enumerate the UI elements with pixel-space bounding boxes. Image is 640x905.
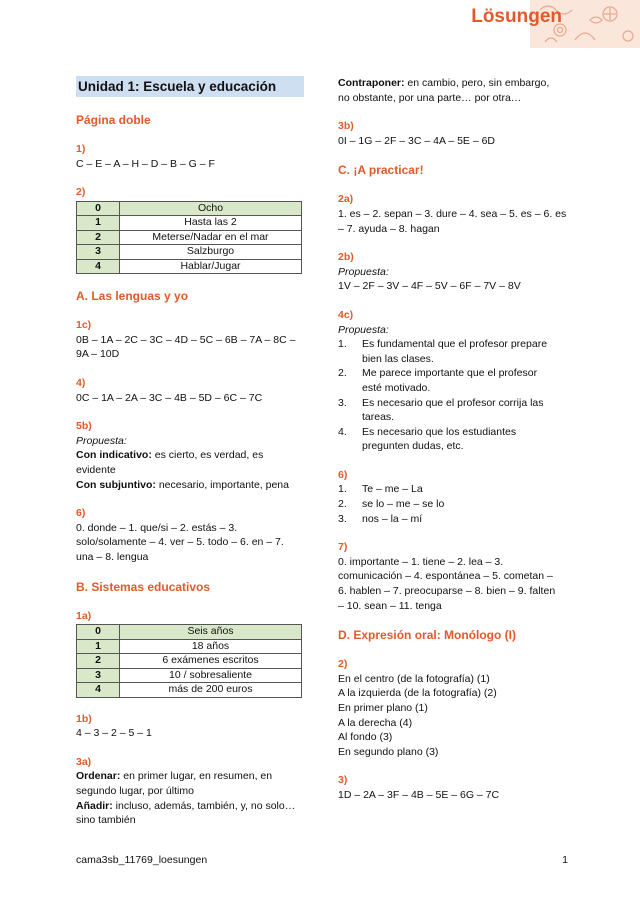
table-row: [77, 201, 302, 216]
table-cell-number: 0: [77, 625, 120, 640]
page-number: 1: [562, 854, 568, 866]
answer-text: En el centro (de la fotografía) (1): [338, 672, 490, 685]
exercise-label: 2b): [338, 251, 354, 264]
table-cell-number: 1: [77, 216, 120, 231]
table-cell-answer: Seis años: [120, 625, 302, 640]
list-text: Me parece importante que el profesor: [362, 367, 538, 380]
table-cell-answer: más de 200 euros: [120, 683, 302, 698]
answer-text: comunicación – 4. espontánea – 5. cometan –: [338, 570, 553, 583]
answer-text: – 7. ayuda – 8. hagan: [338, 222, 440, 235]
answer-text: 1V – 2F – 3V – 4F – 5V – 6F – 7V – 8V: [338, 280, 521, 293]
list-text: Te – me – La: [362, 483, 423, 496]
table-row: [77, 683, 302, 698]
list-item: [338, 482, 568, 497]
exercise-label: 5b): [76, 420, 92, 433]
section-heading-pagina-doble: Página doble: [76, 113, 151, 127]
exercise-label: 1b): [76, 712, 92, 725]
answer-text: Al fondo (3): [338, 731, 393, 744]
table-row: [77, 245, 302, 260]
section-heading-a: A. Las lenguas y yo: [76, 289, 189, 304]
term-text: en primer lugar, en resumen, en: [120, 770, 273, 783]
exercise-label: 3a): [76, 755, 92, 768]
answer-text: C – E – A – H – D – B – G – F: [76, 157, 215, 170]
list-text: nos – la – mí: [362, 512, 423, 525]
table-cell-answer: Hablar/Jugar: [120, 259, 302, 274]
list-item: [338, 337, 568, 366]
table-cell-number: 3: [77, 245, 120, 260]
term-label: Añadir:: [76, 799, 113, 812]
table-cell-answer: Hasta las 2: [120, 216, 302, 231]
list-text: bien las clases.: [362, 352, 434, 365]
propuesta-label: Propuesta:: [338, 265, 389, 278]
left-column: [76, 76, 304, 828]
answer-text: 0I – 1G – 2F – 3C – 4A – 5E – 6D: [338, 134, 496, 147]
list-item: [338, 366, 568, 395]
answer-text: no obstante, por una parte… por otra…: [338, 91, 522, 104]
answer-text: 0. importante – 1. tiene – 2. lea – 3.: [338, 555, 504, 568]
section-heading-d: D. Expresión oral: Monólogo (I): [338, 628, 516, 643]
table-row: [77, 625, 302, 640]
list-number: 3.: [338, 396, 347, 409]
table-row: [77, 639, 302, 654]
propuesta-label: Propuesta:: [338, 323, 389, 336]
answer-text: una – 8. lengua: [76, 551, 149, 563]
answer-text: [338, 76, 568, 91]
exercise-label: 2): [338, 658, 348, 671]
answer-text: En primer plano (1): [338, 702, 428, 714]
term-label: Ordenar:: [76, 770, 121, 783]
list-text: Es necesario que el profesor corrija las: [362, 396, 544, 409]
footer-filename: cama3sb_11769_loesungen: [76, 854, 208, 866]
answer-text: solo/solamente – 4. ver – 5. todo – 6. en – 7.: [76, 536, 284, 549]
term-text: incluso, además, también, y, no solo…: [112, 799, 296, 812]
exercise-label: 3): [338, 774, 348, 787]
answer-text: evidente: [76, 464, 116, 477]
list-number: 2.: [338, 367, 347, 380]
answer-text: sino también: [76, 814, 136, 827]
table-cell-answer: Ocho: [120, 201, 302, 216]
table-cell-number: 3: [77, 668, 120, 683]
right-column: [338, 76, 568, 803]
list-number: 4.: [338, 425, 347, 438]
answer-text: 0. donde – 1. que/si – 2. estás – 3.: [76, 521, 238, 534]
term-text: necesario, importante, pena: [155, 478, 289, 491]
term-label: Contraponer:: [338, 77, 405, 89]
table-row: [77, 654, 302, 669]
answer-text: 6. hablen – 7. preocuparse – 8. bien – 9. falten: [338, 585, 556, 598]
table-cell-answer: 6 exámenes escritos: [120, 654, 302, 669]
table-row: [77, 259, 302, 274]
exercise-label: 1): [76, 143, 86, 155]
list-item: [338, 425, 568, 454]
table-cell-number: 4: [77, 683, 120, 698]
answer-text: 9A – 10D: [76, 348, 120, 361]
term-text: en cambio, pero, sin embargo,: [404, 77, 550, 89]
list-text: tareas.: [362, 411, 395, 424]
table-cell-answer: Meterse/Nadar en el mar: [120, 230, 302, 245]
answer-text: 1D – 2A – 3F – 4B – 5E – 6G – 7C: [338, 788, 500, 801]
list-number: 3.: [338, 512, 347, 525]
exercise-label: 2): [76, 186, 86, 199]
answer-text: segundo lugar, por último: [76, 785, 194, 798]
table-row: [77, 216, 302, 231]
answer-text: 0B – 1A – 2C – 3C – 4D – 5C – 6B – 7A – 8C –: [76, 333, 296, 346]
table-row: [77, 230, 302, 245]
exercise-label: 3b): [338, 120, 354, 133]
term-label: Con subjuntivo:: [76, 478, 156, 491]
answer-text: [76, 478, 304, 493]
exercise-label: 1a): [76, 609, 92, 622]
answer-table-sistemas: [76, 624, 302, 698]
list-text: pregunten dudas, etc.: [362, 440, 464, 453]
answer-text: – 10. sean – 11. tenga: [338, 599, 442, 612]
unit-title: Unidad 1: Escuela y educación: [76, 76, 304, 97]
exercise-label: 2a): [338, 193, 354, 206]
exercise-label: 1c): [76, 319, 92, 332]
table-row: [77, 668, 302, 683]
answer-text: [76, 799, 304, 814]
answer-text: [76, 769, 304, 784]
table-cell-answer: 18 años: [120, 639, 302, 654]
answer-text: A la izquierda (de la fotografía) (2): [338, 687, 497, 700]
table-cell-number: 4: [77, 259, 120, 274]
table-cell-number: 2: [77, 230, 120, 245]
exercise-label: 4c): [338, 308, 354, 321]
answer-text: 4 – 3 – 2 – 5 – 1: [76, 727, 152, 740]
exercise-label: 6): [338, 468, 348, 481]
list-item: [338, 497, 568, 512]
propuesta-label: Propuesta:: [76, 434, 127, 447]
table-cell-answer: 10 / sobresaliente: [120, 668, 302, 683]
exercise-label: 7): [338, 541, 348, 554]
list-number: 1.: [338, 338, 347, 351]
table-cell-number: 0: [77, 201, 120, 216]
list-number: 2.: [338, 498, 347, 511]
answer-text: A la derecha (4): [338, 716, 413, 729]
exercise-label: 6): [76, 507, 86, 520]
list-text: se lo – me – se lo: [362, 498, 445, 511]
answer-text: En segundo plano (3): [338, 745, 439, 758]
term-text: es cierto, es verdad, es: [151, 449, 264, 462]
answer-text: 1. es – 2. sepan – 3. dure – 4. sea – 5. es – 6. es: [338, 207, 567, 220]
numbered-list: [338, 337, 568, 454]
list-item: [338, 396, 568, 425]
list-item: [338, 512, 568, 527]
list-number: 1.: [338, 483, 347, 496]
answer-table-pagina-doble: [76, 201, 302, 275]
list-text: esté motivado.: [362, 381, 431, 394]
list-text: Es fundamental que el profesor prepare: [362, 338, 548, 351]
answer-text: [76, 448, 304, 463]
section-heading-c: C. ¡A practicar!: [338, 163, 424, 178]
section-heading-b: B. Sistemas educativos: [76, 579, 211, 594]
exercise-label: 4): [76, 377, 86, 390]
numbered-list: [338, 482, 568, 526]
table-cell-number: 1: [77, 639, 120, 654]
page-title: Lösungen: [471, 6, 562, 27]
table-cell-number: 2: [77, 654, 120, 669]
table-cell-answer: Salzburgo: [120, 245, 302, 260]
list-text: Es necesario que los estudiantes: [362, 425, 517, 438]
term-label: Con indicativo:: [76, 449, 152, 462]
answer-text: 0C – 1A – 2A – 3C – 4B – 5D – 6C – 7C: [76, 391, 263, 404]
